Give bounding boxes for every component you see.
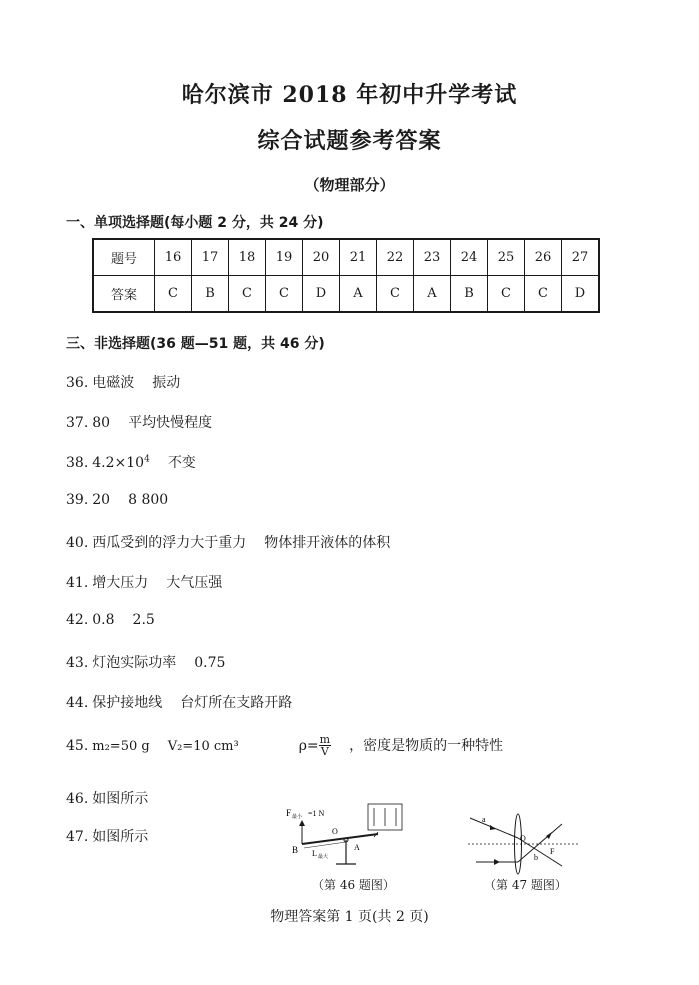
- table-cell: 18: [229, 239, 266, 276]
- table-cell: 27: [562, 239, 600, 276]
- answer-42: 42. 0.8 2.5: [66, 612, 155, 628]
- table-header-number: 题号: [93, 239, 155, 276]
- label-b: b: [534, 853, 538, 862]
- section-non-choice: 三、非选择题(36 题—51 题，共 46 分): [66, 336, 325, 352]
- page-footer: 物理答案第 1 页(共 2 页): [270, 909, 429, 925]
- figure-46-lever: [282, 800, 412, 870]
- table-cell: 24: [451, 239, 488, 276]
- table-cell: C: [377, 276, 414, 313]
- label-a: a: [482, 815, 486, 824]
- table-cell: C: [266, 276, 303, 313]
- title-line1: 哈尔滨市 2018 年初中升学考试: [181, 82, 518, 108]
- table-cell: B: [451, 276, 488, 313]
- table-cell: A: [340, 276, 377, 313]
- label-a: A: [354, 843, 360, 852]
- answer-43: 43. 灯泡实际功率 0.75: [66, 655, 226, 671]
- table-cell: 23: [414, 239, 451, 276]
- label-f-sub: 最小: [292, 815, 303, 820]
- table-cell: C: [155, 276, 192, 313]
- table-cell: 19: [266, 239, 303, 276]
- density-fraction: $\frac{m}{V}$: [319, 733, 331, 758]
- table-cell: 16: [155, 239, 192, 276]
- table-cell: C: [525, 276, 562, 313]
- table-cell: B: [192, 276, 229, 313]
- label-o: O: [520, 834, 526, 843]
- table-cell: D: [303, 276, 340, 313]
- title-line2: 综合试题参考答案: [257, 128, 442, 154]
- table-cell: 17: [192, 239, 229, 276]
- answer-38: 38. $4.2\times 10^4$ 不变: [66, 454, 196, 471]
- answer-41: 41. 增大压力 大气压强: [66, 575, 223, 591]
- table-cell: 25: [488, 239, 525, 276]
- table-cell: 26: [525, 239, 562, 276]
- table-cell: C: [229, 276, 266, 313]
- table-cell: C: [488, 276, 525, 313]
- answer-40: 40. 西瓜受到的浮力大于重力 物体排开液体的体积: [66, 535, 391, 551]
- answer-46: 46. 如图所示: [66, 791, 149, 807]
- figure-46-caption: （第 46 题图）: [312, 878, 395, 892]
- answer-37: 37. 80 平均快慢程度: [66, 415, 213, 431]
- label-o: O: [332, 827, 338, 836]
- answer-39: 39. 20 8 800: [66, 492, 169, 508]
- label-f: F: [286, 808, 292, 818]
- answer-45: 45. m₂=50 g V₂=10 cm³ ρ= $\frac{m}{V}$ ，密度是物质的一种特性: [66, 733, 504, 758]
- subtitle: （物理部分）: [304, 176, 395, 194]
- label-l: L: [312, 849, 317, 858]
- figure-47-lens: [462, 808, 582, 878]
- section-single-choice: 一、单项选择题(每小题 2 分，共 24 分): [66, 215, 324, 231]
- table-row-numbers: [93, 239, 599, 276]
- answer-44: 44. 保护接地线 台灯所在支路开路: [66, 695, 293, 711]
- label-f: F: [550, 847, 555, 856]
- table-row-answers: [93, 276, 599, 313]
- table-cell: 21: [340, 239, 377, 276]
- label-l-sub: 最大: [318, 855, 329, 860]
- table-cell: 20: [303, 239, 340, 276]
- figure-47-caption: （第 47 题图）: [484, 878, 567, 892]
- table-cell: 22: [377, 239, 414, 276]
- answer-table: [92, 238, 600, 313]
- label-f-val: =1 N: [308, 809, 325, 818]
- table-cell: D: [562, 276, 600, 313]
- table-cell: A: [414, 276, 451, 313]
- label-b: B: [292, 845, 299, 855]
- answer-47: 47. 如图所示: [66, 829, 149, 845]
- table-header-answer: 答案: [93, 276, 155, 313]
- answer-36: 36. 电磁波 振动: [66, 375, 181, 391]
